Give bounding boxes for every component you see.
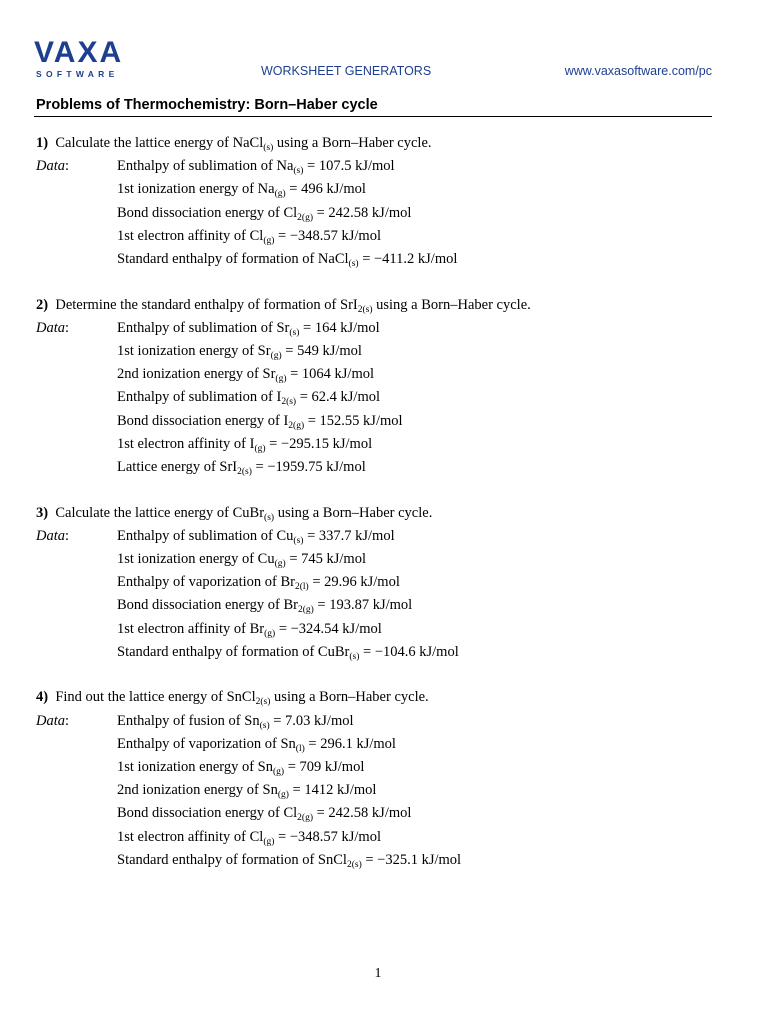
page-title: Problems of Thermochemistry: Born–Haber cycle — [36, 97, 378, 113]
problem-1 — [36, 135, 716, 274]
logo-subtitle: SOFTWARE — [36, 69, 119, 79]
data-item: Standard enthalpy of formation of SnCl$_{2(s)}$ = −325.1 kJ/mol — [117, 851, 462, 870]
data-item: 1st ionization energy of $Cu_{(g)} = 745$ kJ/mol — [117, 551, 366, 569]
problem-2 — [36, 297, 716, 483]
data-item: Bond dissociation energy of $I_{2(g)} = 152.55$ kJ/mol — [117, 412, 403, 431]
question-text-end: using a Born–Haber cycle. — [274, 504, 433, 521]
title-divider — [34, 116, 712, 117]
question-text: Calculate the lattice energy of NaCl — [55, 135, 264, 151]
data-row — [36, 343, 716, 366]
data-label: Data: — [36, 158, 70, 175]
question-subscript: 2(s) — [357, 304, 373, 315]
data-item: 2nd ionization energy of $Sr_{(g)} = 1064$ kJ/mol — [117, 366, 375, 385]
data-row — [36, 782, 716, 805]
data-item: Enthalpy of sublimation of $Na_{(s)} = 107.5$ kJ/mol — [117, 158, 395, 177]
data-label: Data: — [36, 319, 70, 336]
data-item: 1st electron affinity of $I_{(g)} = -295.15$ kJ/mol — [117, 435, 373, 454]
data-row — [36, 366, 716, 389]
data-item: Standard enthalpy of formation of CuBr$_{(s)}$ = −104.6 kJ/mol — [117, 643, 459, 662]
question-subscript: (s) — [264, 512, 275, 523]
question-subscript: 2(s) — [255, 697, 271, 708]
question — [36, 505, 716, 528]
data-row — [36, 251, 716, 274]
logo-wordmark: VAXA — [34, 36, 124, 69]
question-text: Determine the standard enthalpy of formation of SrI — [55, 296, 358, 313]
data-item: Enthalpy of vaporization of $Br_{2(l)} = 29.96$ kJ/mol — [117, 574, 400, 593]
worksheet-generators-label: WORKSHEET GENERATORS — [261, 64, 432, 78]
question — [36, 135, 716, 158]
question-number: 4) — [36, 689, 49, 706]
data-row — [36, 574, 716, 597]
question-number: 1) — [36, 135, 49, 151]
question-text: Calculate the lattice energy of CuBr — [55, 504, 265, 521]
data-item: 1st electron affinity of $Br_{(g)} = -324.54$ kJ/mol — [117, 620, 382, 639]
data-row — [36, 736, 716, 759]
data-row — [36, 621, 716, 644]
question — [36, 297, 716, 320]
question-subscript: (s) — [263, 143, 274, 153]
question-text: Find out the lattice energy of SnCl — [55, 689, 256, 706]
problem-list — [36, 135, 716, 897]
page-number: 1 — [374, 966, 382, 981]
data-item: 1st ionization energy of $Sn_{(g)} = 709$ kJ/mol — [117, 759, 365, 777]
data-label: Data: — [36, 527, 70, 544]
data-item: 1st ionization energy of $Sr_{(g)} = 549$ kJ/mol — [117, 343, 362, 361]
data-row — [36, 436, 716, 459]
data-item: 1st ionization energy of $Na_{(g)} = 496$ kJ/mol — [117, 181, 366, 200]
data-row — [36, 644, 716, 667]
data-row — [36, 528, 716, 551]
data-row — [36, 713, 716, 736]
question-number: 3) — [36, 504, 49, 521]
vaxa-logo[interactable] — [34, 38, 142, 82]
data-item: Enthalpy of sublimation of $Cu_{(s)} = 337.7$ kJ/mol — [117, 527, 395, 546]
page-header — [34, 38, 712, 82]
question-text-end: using a Born–Haber cycle. — [273, 135, 432, 151]
data-row — [36, 228, 716, 251]
question-number: 2) — [36, 296, 49, 313]
data-label: Data: — [36, 712, 70, 729]
data-row — [36, 759, 716, 782]
data-row — [36, 389, 716, 412]
problem-3 — [36, 505, 716, 667]
problem-4 — [36, 689, 716, 875]
data-item: Bond dissociation energy of $Br_{2(g)} = 193.87$ kJ/mol — [117, 597, 413, 616]
data-row — [36, 852, 716, 875]
data-item: Enthalpy of vaporization of $Sn_{(l)} = 296.1$ kJ/mol — [117, 735, 396, 754]
data-row — [36, 551, 716, 574]
data-item: 1st electron affinity of $Cl_{(g)} = -348.57$ kJ/mol — [117, 828, 381, 847]
data-row — [36, 158, 716, 181]
data-item: Bond dissociation energy of $Cl_{2(g)} = 242.58$ kJ/mol — [117, 805, 412, 824]
question-text-end: using a Born–Haber cycle. — [270, 689, 429, 706]
data-row — [36, 181, 716, 204]
data-item: Bond dissociation energy of $Cl_{2(g)} = 242.58$ kJ/mol — [117, 204, 412, 223]
data-row — [36, 829, 716, 852]
data-item: Enthalpy of sublimation of $Sr_{(s)} = 164$ kJ/mol — [117, 319, 380, 338]
website-link[interactable]: www.vaxasoftware.com/pc — [564, 64, 712, 78]
data-row — [36, 459, 716, 482]
data-row — [36, 320, 716, 343]
data-row — [36, 413, 716, 436]
data-item: 1st electron affinity of $Cl_{(g)} = -348.57$ kJ/mol — [117, 227, 381, 246]
data-item: Lattice energy of SrI$_{2(s)}$ = −1959.75 kJ/mol — [117, 458, 366, 477]
data-row — [36, 805, 716, 828]
data-item: Standard enthalpy of formation of NaCl$_{(s)}$ = −411.2 kJ/mol — [117, 250, 458, 269]
question — [36, 689, 716, 712]
data-row — [36, 597, 716, 620]
question-text-end: using a Born–Haber cycle. — [372, 296, 531, 313]
data-item: Enthalpy of sublimation of $I_{2(s)} = 62.4$ kJ/mol — [117, 389, 380, 408]
data-row — [36, 205, 716, 228]
data-item: Enthalpy of fusion of $Sn_{(s)} = 7.03$ kJ/mol — [117, 712, 354, 731]
data-item: 2nd ionization energy of $Sn_{(g)} = 1412$ kJ/mol — [117, 782, 377, 801]
